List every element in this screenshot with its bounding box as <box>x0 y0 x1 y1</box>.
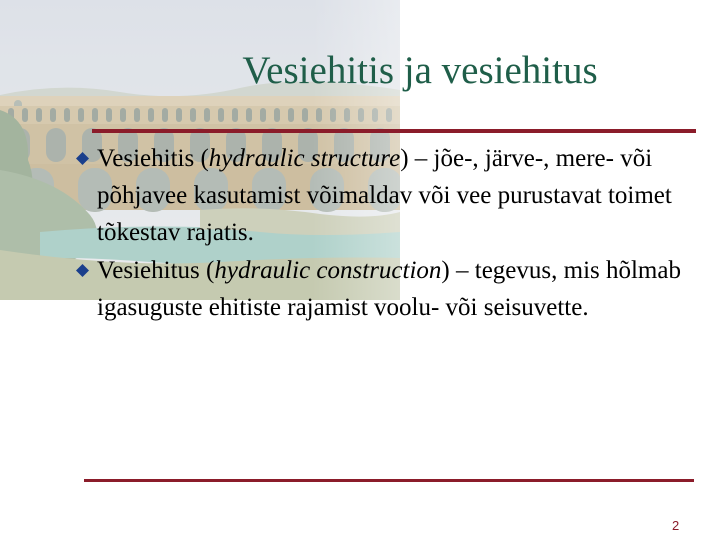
title-divider <box>92 129 696 133</box>
footer-divider <box>84 479 694 482</box>
bullet-item <box>76 140 706 251</box>
term: Vesiehitis <box>97 145 195 172</box>
term: Vesiehitus <box>97 257 200 284</box>
bullet-list <box>76 140 706 326</box>
paren-close: ) <box>400 145 409 172</box>
paren-open: ( <box>199 257 215 284</box>
slide-title: Vesiehitis ja vesiehitus <box>242 49 598 92</box>
paren-open: ( <box>194 145 209 172</box>
bullet-item <box>76 252 706 326</box>
definition: – jõe-, järve-, mere- või põhjavee kasutamist võimaldav või vee purustavat toimet tõkestav rajatis. <box>97 145 672 246</box>
english-term: hydraulic structure <box>208 145 401 172</box>
diamond-bullet-icon <box>76 264 89 277</box>
paren-close: ) <box>441 257 450 284</box>
page-number: 2 <box>672 518 680 533</box>
english-term: hydraulic construction <box>214 257 442 284</box>
definition: – tegevus, mis hõlmab igasuguste ehitiste rajamist voolu- või seisuvette. <box>97 257 681 321</box>
diamond-bullet-icon <box>76 152 89 165</box>
